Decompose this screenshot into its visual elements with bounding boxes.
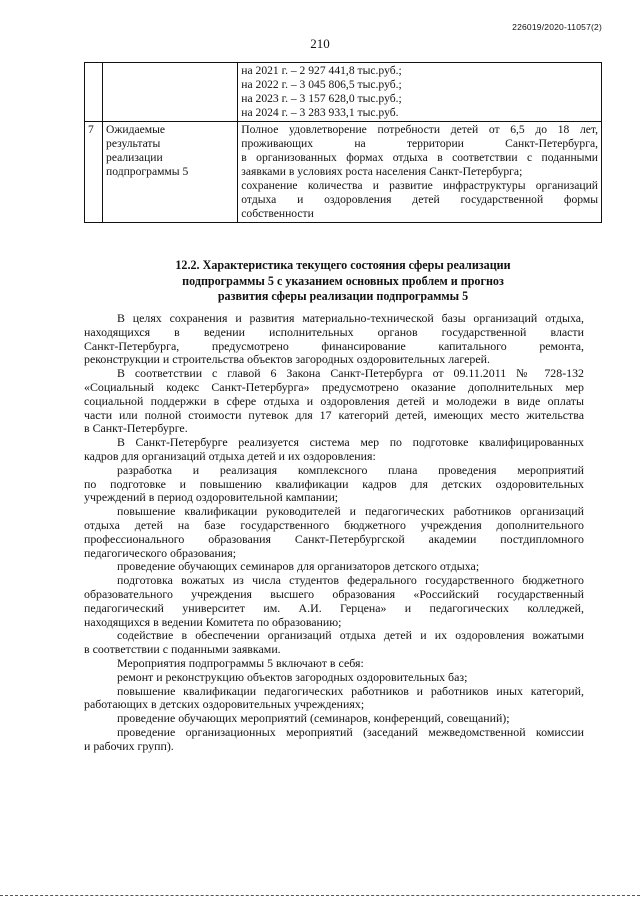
paragraph-line: находящихся в ведении Комитета по образованию;	[84, 614, 342, 629]
paragraph-line: отдыха детей на базе государственного бюджетного учреждения дополнительного	[84, 517, 584, 532]
paragraph-line: повышение квалификации руководителей и педагогических работников организаций	[117, 504, 584, 519]
heading-line: развития сферы реализации подпрограммы 5	[217, 289, 469, 303]
text-line: сохранение количества и развитие инфраструктуры организаций	[241, 179, 598, 192]
table-row	[85, 63, 602, 122]
label-line: подпрограммы 5	[106, 165, 189, 178]
paragraph-line: ремонт и реконструкцию объектов загородных оздоровительных баз;	[117, 669, 468, 684]
table-row	[85, 122, 602, 223]
paragraph-line: «Социальный кодекс Санкт-Петербурга» предусмотрено оказание дополнительных мер	[84, 379, 584, 394]
label-line: результаты	[106, 137, 161, 150]
heading-line: 12.2. Характеристика текущего состояния сферы реализации	[175, 258, 511, 272]
body-text	[84, 312, 584, 754]
paragraph-line: профессионального образования Санкт-Петербургской академии постдипломного	[84, 531, 584, 546]
label-line: Ожидаемые	[106, 123, 166, 136]
paragraph-line: педагогического образования;	[84, 545, 237, 560]
paragraph-line: подготовка вожатых из числа студентов федерального государственного бюджетного	[117, 573, 584, 588]
section-heading	[84, 258, 602, 305]
paragraph-line: учреждений в период оздоровительной кампании;	[84, 490, 339, 505]
funding-by-year-cell	[238, 63, 602, 122]
passport-table	[84, 62, 602, 223]
paragraph-line: реконструкции и строительства объектов загородных оздоровительных лагерей.	[84, 352, 490, 367]
expected-results-text	[238, 122, 602, 223]
paragraph-line: в соответствии с поданными заявками.	[84, 642, 281, 657]
paragraph-line: социальной поддержки в сфере отдыха и оздоровления детей и молодежи в виде оплаты	[84, 393, 584, 408]
paragraph-line: разработка и реализация комплексного плана проведения мероприятий	[117, 462, 584, 477]
paragraph-line: проведение обучающих мероприятий (семинаров, конференций, совещаний);	[117, 711, 510, 726]
paragraph-line: работающих в детских оздоровительных учреждениях;	[84, 697, 365, 712]
text-line: заявками в условиях роста населения Санкт-Петербурга;	[241, 165, 523, 178]
page-number: 210	[310, 36, 330, 51]
funding-line-2023: на 2023 г. – 3 157 628,0 тыс.руб.;	[241, 92, 402, 105]
paragraph-line: проведение обучающих семинаров для организаторов детского отдыха;	[117, 559, 480, 574]
paragraph-line: кадров для организаций отдыха детей и их оздоровления:	[84, 448, 376, 463]
paragraph-line: по подготовке и повышению квалификации кадров для детских оздоровительных	[84, 476, 584, 491]
paragraph-line: части или полной стоимости путевок для 17 категорий детей, имеющих место жительства	[84, 407, 584, 422]
expected-results-label	[103, 122, 238, 223]
table-cell-empty	[103, 63, 238, 122]
document-number: 226019/2020-11057(2)	[512, 22, 602, 32]
paragraph-line: проведение организационных мероприятий (заседаний межведомственной комиссии	[117, 724, 584, 739]
paragraph-line: в Санкт-Петербурге.	[84, 421, 188, 436]
paragraph-line: образовательного учреждения высшего образования «Российский государственный	[84, 586, 584, 601]
heading-line: подпрограммы 5 с указанием основных проблем и прогноз	[182, 273, 504, 288]
text-line: отдыха и оздоровления детей государственной формы	[241, 193, 598, 206]
paragraph-line: содействие в обеспечении организаций отдыха детей и их оздоровления вожатыми	[117, 628, 584, 643]
row-number: 7	[85, 122, 103, 223]
paragraph-line: и рабочих групп).	[84, 738, 174, 753]
paragraph-line: повышение квалификации педагогических работников и работников иных категорий,	[117, 683, 584, 698]
funding-line-2022: на 2022 г. – 3 045 806,5 тыс.руб.;	[241, 78, 402, 91]
paragraph-line: В Санкт-Петербурге реализуется система мер по подготовке квалифицированных	[117, 435, 584, 450]
table-cell-empty	[85, 63, 103, 122]
paragraph-line: Санкт-Петербурга, предусмотрено финансирование капитального ремонта,	[84, 338, 584, 353]
funding-line-2024: на 2024 г. – 3 283 933,1 тыс.руб.	[241, 106, 399, 119]
text-line: в организованных формах отдыха в соответствии с поданными	[241, 151, 598, 164]
paragraph-line: находящихся в ведении исполнительных органов государственной власти	[84, 324, 584, 339]
label-line: реализации	[106, 151, 163, 164]
scan-edge-divider	[0, 895, 640, 897]
paragraph-line: В целях сохранения и развития материально-технической базы организаций отдыха,	[117, 311, 584, 325]
paragraph-line: Мероприятия подпрограммы 5 включают в себя:	[117, 655, 364, 670]
text-line: Полное удовлетворение потребности детей от 6,5 до 18 лет,	[241, 123, 598, 136]
funding-line-2021: на 2021 г. – 2 927 441,8 тыс.руб.;	[241, 64, 402, 77]
text-line: собственности	[241, 207, 314, 220]
paragraph-line: В соответствии с главой 6 Закона Санкт-Петербурга от 09.11.2011 № 728-132	[117, 366, 584, 381]
paragraph-line: педагогический университет им. А.И. Герцена» и педагогических колледжей,	[84, 600, 584, 615]
text-line: проживающих на территории Санкт-Петербурга,	[241, 137, 598, 150]
